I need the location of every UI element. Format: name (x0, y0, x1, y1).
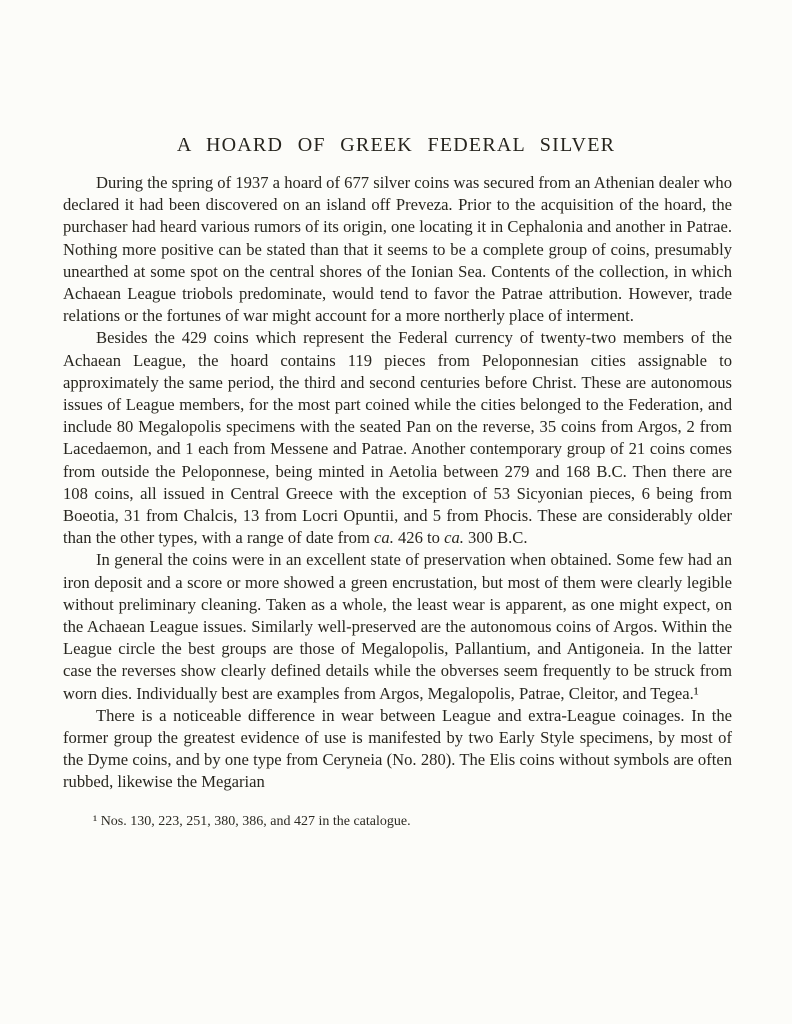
paragraph-4: There is a noticeable difference in wear between League and extra-League coinages. In the former group the greatest evidence of use is manifested by two Early Style specimens, by most of the Dyme coins, and by one type from Ceryneia (No. 280). The Elis coins without symbols are often rubbed, likewise the Megarian (63, 705, 732, 792)
page-title: A HOARD OF GREEK FEDERAL SILVER (176, 134, 616, 156)
paragraph-2: Besides the 429 coins which represent the Federal currency of twenty-two members of the Achaean League, the hoard contains 119 pieces from Peloponnesian cities assignable to approximately the same period, the third and second centuries before Christ. These are autonomous issues of League members, for the most part coined while the cities belonged to the Federation, and include 80 Megalopolis specimens with the seated Pan on the reverse, 35 coins from Argos, 2 from Lacedaemon, and 1 each from Messene and Patrae. Another contemporary group of 21 coins comes from outside the Peloponnese, being minted in Aetolia between 279 and 168 B.C. Then there are 108 coins, all issued in Central Greece with the exception of 53 Sicyonian pieces, 6 being from Boeotia, 31 from Chalcis, 13 from Locri Opuntii, and 5 from Phocis. These are considerably older than the other types, with a range of date from ca. 426 to ca. 300 B.C. (63, 328, 732, 548)
paragraph-3: In general the coins were in an excellent state of preservation when obtained. Some few had an iron deposit and a score or more showed a green encrustation, but most of them were clearly legible without preliminary cleaning. Taken as a whole, the least wear is apparent, as one might expect, on the Achaean League issues. Similarly well-preserved are the autonomous coins of Argos. Within the League circle the best groups are those of Megalopolis, Pallantium, and Antigoneia. In the latter case the reverses show clearly defined details while the obverses seem frequently to be struck from worn dies. Individually best are examples from Argos, Megalopolis, Patrae, Cleitor, and Tegea.¹ (63, 550, 732, 703)
body-text (63, 172, 732, 794)
paragraph-1: During the spring of 1937 a hoard of 677 silver coins was secured from an Athenian dealer who declared it had been discovered on an island off Preveza. Prior to the acquisition of the hoard, the purchaser had heard various rumors of its origin, one locating it in Cephalonia and another in Patrae. Nothing more positive can be stated than that it seems to be a complete group of coins, presumably unearthed at some spot on the central shores of the Ionian Sea. Contents of the collection, in which Achaean League triobols predominate, would tend to favor the Patrae attribution. However, trade relations or the fortunes of war might account for a more northerly place of interment. (63, 173, 732, 326)
footnote: ¹ Nos. 130, 223, 251, 380, 386, and 427 in the catalogue. (93, 813, 411, 829)
